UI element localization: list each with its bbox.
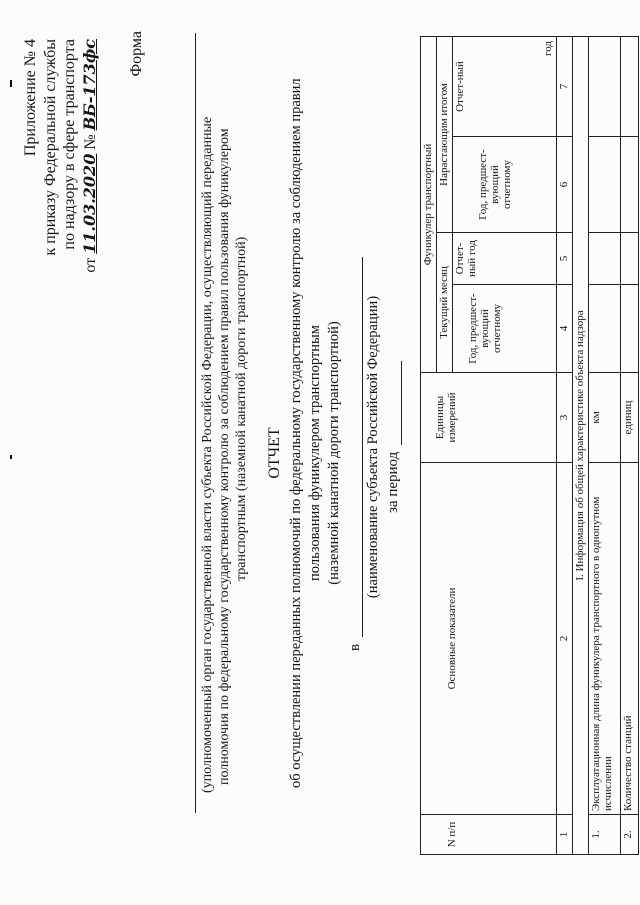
header-cumulative: Нарастающим итогом [437,36,453,232]
row-value-cell[interactable] [589,136,621,232]
header-units: Единицы измерений [421,372,557,462]
row-value-cell[interactable] [621,232,639,284]
col-number: 4 [557,284,573,372]
row-num: 2. [621,814,639,854]
row-indicator: Эксплуатационная длина фуникулера транспортного в однопутном исчислении [589,462,621,814]
section-title: I. Информация об общей характеристике объекта надзора [573,36,589,854]
order-number-prefix: № [82,133,99,150]
row-value-cell[interactable] [621,284,639,372]
appendix-number: Приложение № 4 [22,38,39,156]
col-number: 2 [557,462,573,814]
report-subtitle-line-1: об осуществлении переданных полномочий по федеральному государственному контролю за соблюдением правил [288,77,304,788]
header-report-year: Отчет-ный год [453,232,557,284]
authority-line-3: транспортным (наземной канатной дороги транспортной) [234,236,249,581]
header-prev-year: Год, предшест-вующий отчетному [453,284,557,372]
table-row [589,36,621,854]
authority-underline [195,33,196,813]
report-title: ОТЧЕТ [266,426,283,479]
row-value-cell[interactable] [621,36,639,136]
order-line-1: к приказу Федеральной службы [42,38,59,256]
subject-caption: (наименование субъекта Российской Федерации) [365,295,381,598]
row-unit: единиц [621,372,639,462]
order-prefix: от [82,257,99,273]
col-number: 1 [557,814,573,854]
col-number: 3 [557,372,573,462]
report-subtitle-line-3: (наземной канатной дороги транспортной) [326,320,342,585]
col-number: 6 [557,136,573,232]
report-table [420,35,639,854]
period-label: за период [385,451,401,513]
authority-line-2: полномочия по федеральному государственному контролю за соблюдением правил пользования фуникулером [217,127,232,785]
column-number-row [557,36,573,854]
period-underline [401,361,402,445]
rotated-document [20,13,634,893]
authority-line-1: (уполномоченный орган государственной власти субъекта Российской Федерации, осуществляющий переданные [200,116,215,793]
row-unit: км [589,372,621,462]
header-prev-year-cumulative: Год, предшест-вующий отчетному [453,136,557,232]
header-num: N п/п [421,814,557,854]
header-current-month: Текущий месяц [437,232,453,372]
header-report-year-cumulative [453,36,557,136]
scan-edge-mark [10,455,12,459]
report-subtitle-line-2: пользования фуникулером транспортным [307,324,323,581]
row-value-cell[interactable] [589,284,621,372]
order-line-2: по надзору в сфере транспорта [61,38,78,250]
scan-edge-mark [10,80,12,87]
order-date-line [80,39,100,273]
row-value-cell[interactable] [589,36,621,136]
handwritten-date: 11.03.2020 [80,153,99,254]
report-year-tail: год [542,40,554,56]
section-row [573,36,589,854]
header-indicators: Основные показатели [421,462,557,814]
row-value-cell[interactable] [621,136,639,232]
row-value-cell[interactable] [589,232,621,284]
table-row [621,36,639,854]
header-funicular: Фуникулер транспортный [421,36,437,372]
form-label: Форма [128,30,145,77]
row-indicator: Количество станций [621,462,639,814]
report-year-label: Отчет-ный [454,60,466,112]
col-number: 7 [557,36,573,136]
col-number: 5 [557,232,573,284]
row-num: 1. [589,814,621,854]
subject-prefix: в [347,643,363,651]
handwritten-order-number: ВБ-173фс [80,38,99,130]
subject-underline [362,257,363,637]
